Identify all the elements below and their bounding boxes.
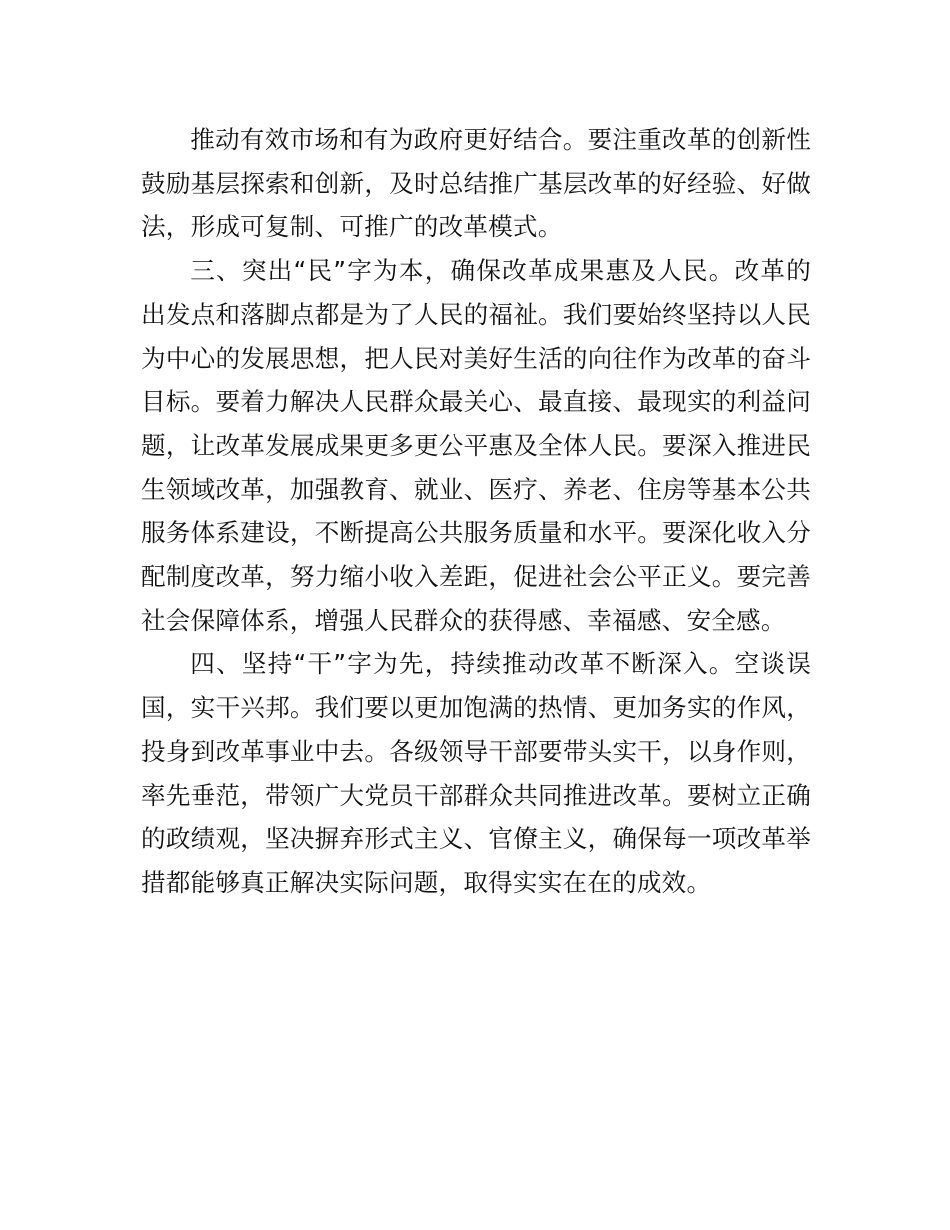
paragraph-section-four-action: 四、坚持“干”字为先，持续推动改革不断深入。空谈误国，实干兴邦。我们要以更加饱满的热情、更加务实的作风，投身到改革事业中去。各级领导干部要带头实干，以身作则，率先垂范，带领广大党员干部群众共同推进改革。要树立正确的政绩观，坚决摒弃形式主义、官僚主义，确保每一项改革举措都能够真正解决实际问题，取得实实在在的成效。: [141, 649, 811, 897]
paragraph-reform-innovation: 推动有效市场和有为政府更好结合。要注重改革的创新性鼓励基层探索和创新，及时总结推广基层改革的好经验、好做法，形成可复制、可推广的改革模式。: [141, 125, 811, 242]
paragraph-section-three-people: 三、突出“民”字为本，确保改革成果惠及人民。改革的出发点和落脚点都是为了人民的福祉。我们要始终坚持以人民为中心的发展思想，把人民对美好生活的向往作为改革的奋斗目标。要着力解决人民群众最关心、最直接、最现实的利益问题，让改革发展成果更多更公平惠及全体人民。要深入推进民生领域改革，加强教育、就业、医疗、养老、住房等基本公共服务体系建设，不断提高公共服务质量和水平。要深化收入分配制度改革，努力缩小收入差距，促进社会公平正义。要完善社会保障体系，增强人民群众的获得感、幸福感、安全感。: [141, 256, 811, 635]
document-body: [141, 118, 811, 905]
